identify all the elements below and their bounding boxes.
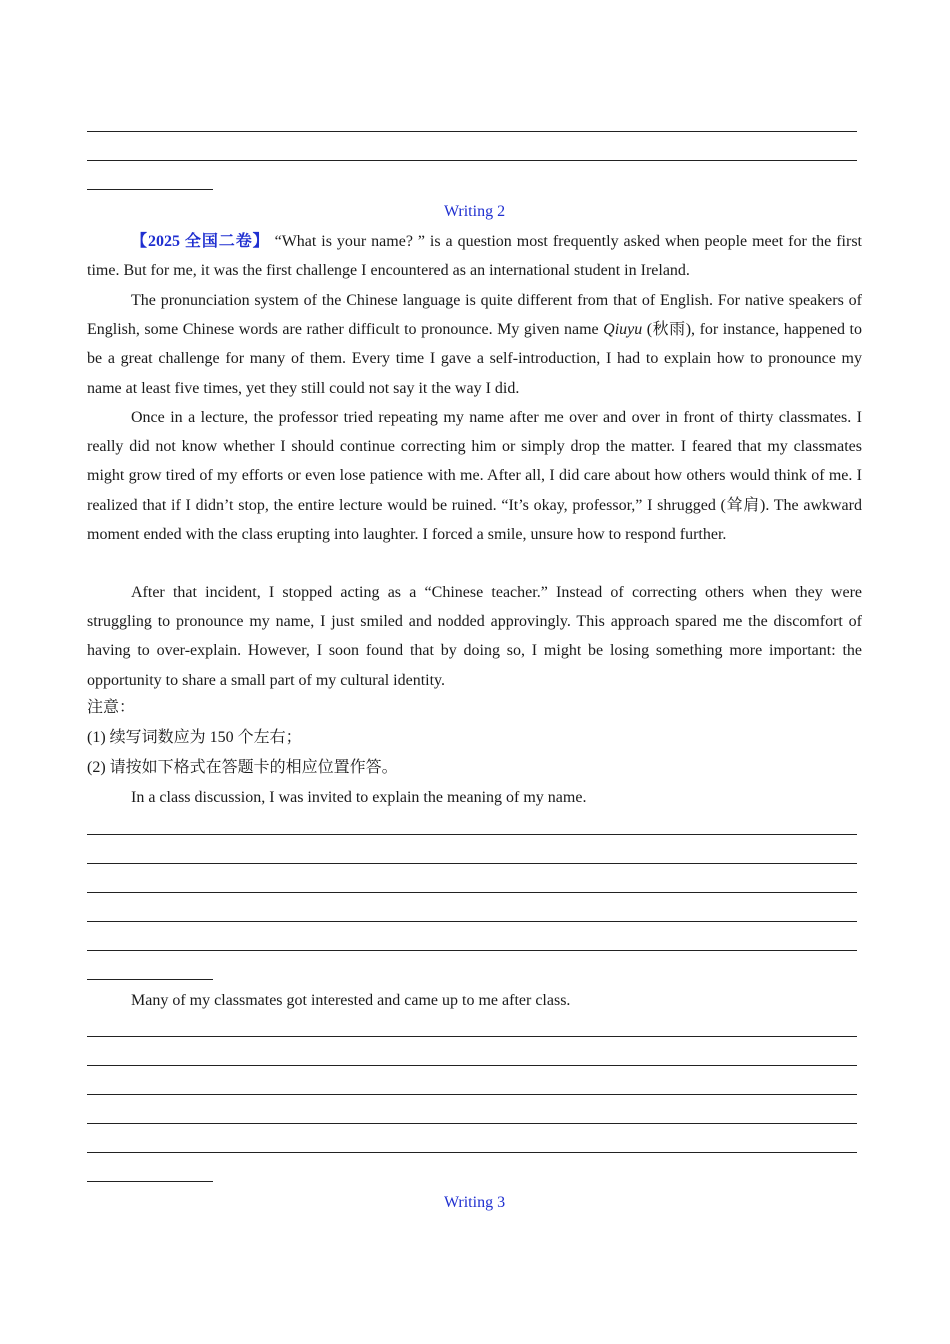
given-name: Qiuyu (603, 321, 643, 339)
answer-line (87, 131, 857, 132)
answer-line (87, 950, 857, 951)
answer-line (87, 921, 857, 922)
passage-paragraph-1: 【2025 全国二卷】 “What is your name? ” is a question most frequently asked when people meet for the first time. But for me, it was the first challenge I encountered as an international student in Ireland. (87, 233, 862, 280)
note-item-2: (2) 请按如下格式在答题卡的相应位置作答。 (87, 759, 398, 776)
passage-paragraph-4: After that incident, I stopped acting as a “Chinese teacher.” Instead of correcting others when they were struggling to pronounce my name, I just smiled and nodded approvingly. This approach spared me the discomfort of having to over-explain. However, I soon found that by doing so, I might be losing something more important: the opportunity to share a small part of my cultural identity. (87, 584, 862, 689)
answer-line (87, 1065, 857, 1066)
answer-line (87, 1036, 857, 1037)
continuation-prompt-1: In a class discussion, I was invited to explain the meaning of my name. (131, 789, 587, 806)
writing-3-heading: Writing 3 (443, 1194, 506, 1211)
answer-line (87, 1123, 857, 1124)
writing-2-heading: Writing 2 (443, 203, 506, 220)
answer-line (87, 834, 857, 835)
note-item-1: (1) 续写词数应为 150 个左右； (87, 729, 302, 746)
answer-line-short (87, 1181, 213, 1182)
answer-line (87, 892, 857, 893)
answer-line (87, 1152, 857, 1153)
note-label: 注意： (87, 699, 136, 716)
passage-paragraph-3: Once in a lecture, the professor tried repeating my name after me over and over in front of thirty classmates. I really did not know whether I should continue correcting him or simply drop the matter. I feared that my classmates might grow tired of my efforts or even lose patience with me. After all, I did care about how others would think of me. I realized that if I didn’t stop, the entire lecture would be ruined. “It’s okay, professor,” I shrugged (耸肩). The awkward moment ended with the class erupting into laughter. I forced a smile, unsure how to respond further. (87, 409, 862, 543)
answer-line (87, 863, 857, 864)
source-tag: 【2025 全国二卷】 (131, 233, 270, 250)
passage-paragraph-2: The pronunciation system of the Chinese language is quite different from that of English. For native speakers of English, some Chinese words are rather difficult to pronounce. My given name Qiuyu (秋雨), for instance, happened to be a great challenge for many of them. Every time I gave a self-introduction, I had to explain how to pronounce my name at least five times, yet they still could not say it the way I did. (87, 292, 862, 397)
answer-line-short (87, 189, 213, 190)
continuation-prompt-2: Many of my classmates got interested and came up to me after class. (131, 992, 571, 1009)
answer-line-short (87, 979, 213, 980)
answer-line (87, 160, 857, 161)
answer-line (87, 1094, 857, 1095)
